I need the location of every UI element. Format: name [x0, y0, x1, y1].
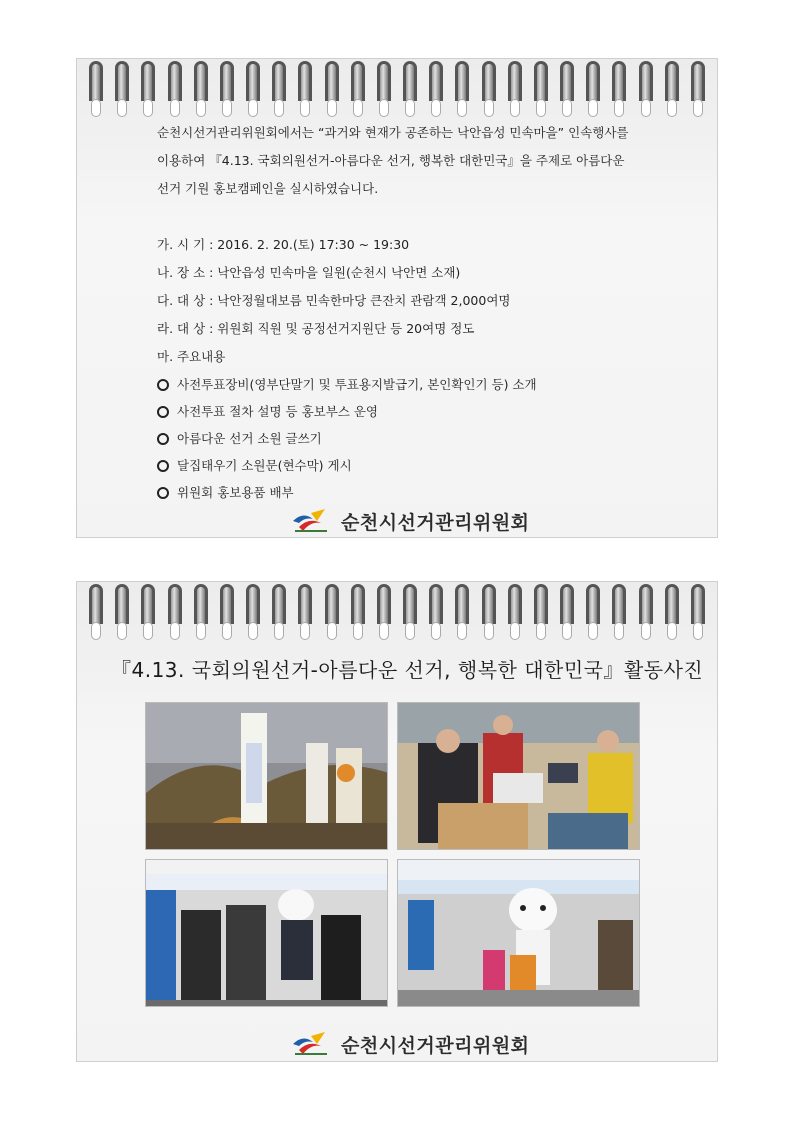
- list-item: 아름다운 선거 소원 글쓰기: [157, 425, 677, 452]
- spiral-ring-icon: [296, 584, 316, 642]
- spiral-ring-icon: [506, 61, 526, 119]
- spiral-ring-icon: [270, 61, 290, 119]
- spiral-ring-icon: [296, 61, 316, 119]
- spiral-ring-icon: [323, 61, 343, 119]
- photo-banner-trees: [145, 702, 388, 850]
- spiral-ring-icon: [401, 584, 421, 642]
- commission-name: 순천시선거관리위원회: [341, 1034, 530, 1057]
- spiral-ring-icon: [532, 61, 552, 119]
- photo-voting-booth: [397, 702, 640, 850]
- intro-line: 선거 기원 홍보캠페인을 실시하였습니다.: [157, 181, 379, 196]
- notice-text: [157, 119, 677, 506]
- spiral-ring-icon: [87, 61, 107, 119]
- commission-logo: [291, 507, 530, 535]
- detail-staff: 라. 대 상 : 위원회 직원 및 공정선거지원단 등 20여명 정도: [157, 321, 475, 336]
- spiral-ring-icon: [558, 61, 578, 119]
- photo-campaign-tent: [145, 859, 388, 1007]
- spiral-ring-icon: [637, 584, 657, 642]
- spiral-ring-icon: [375, 584, 395, 642]
- commission-logo: [291, 1030, 530, 1058]
- spiral-ring-icon: [113, 61, 133, 119]
- spiral-ring-icon: [584, 61, 604, 119]
- spiral-ring-icon: [218, 584, 238, 642]
- list-item: 사전투표 절차 설명 등 홍보부스 운영: [157, 398, 677, 425]
- spiral-ring-icon: [663, 61, 683, 119]
- detail-place: 나. 장 소 : 낙안읍성 민속마을 일원(순천시 낙안면 소재): [157, 265, 461, 280]
- detail-time: 가. 시 기 : 2016. 2. 20.(토) 17:30 ~ 19:30: [157, 237, 410, 252]
- spiral-ring-icon: [453, 584, 473, 642]
- circle-bullet-icon: [157, 487, 169, 499]
- spiral-ring-icon: [244, 61, 264, 119]
- circle-bullet-icon: [157, 433, 169, 445]
- spiral-ring-icon: [166, 61, 186, 119]
- intro-line: 이용하여 『4.13. 국회의원선거-아름다운 선거, 행복한 대한민국』을 주제로 아름다운: [157, 153, 625, 168]
- circle-bullet-icon: [157, 379, 169, 391]
- spiral-ring-icon: [663, 584, 683, 642]
- spiral-ring-icon: [689, 584, 709, 642]
- notebook-page-1: [76, 58, 718, 538]
- spiral-ring-icon: [113, 584, 133, 642]
- spiral-ring-icon: [480, 61, 500, 119]
- spiral-ring-icon: [375, 61, 395, 119]
- spiral-ring-icon: [532, 584, 552, 642]
- spiral-ring-icon: [480, 584, 500, 642]
- spiral-ring-icon: [427, 584, 447, 642]
- spiral-ring-icon: [610, 584, 630, 642]
- intro-line: 순천시선거관리위원회에서는 “과거와 현재가 공존하는 낙안읍성 민속마을” 인속행사를: [157, 125, 629, 140]
- detail-audience: 다. 대 상 : 낙안정월대보름 민속한마당 큰잔치 관람객 2,000여명: [157, 293, 511, 308]
- spiral-ring-icon: [401, 61, 421, 119]
- spiral-ring-icon: [166, 584, 186, 642]
- detail-contents: 마. 주요내용: [157, 349, 226, 364]
- spiral-ring-icon: [87, 584, 107, 642]
- spiral-ring-icon: [637, 61, 657, 119]
- spiral-ring-icon: [192, 584, 212, 642]
- list-item: 달집태우기 소원문(현수막) 게시: [157, 452, 677, 479]
- spiral-ring-icon: [192, 61, 212, 119]
- spiral-ring-icon: [139, 584, 159, 642]
- spiral-ring-icon: [506, 584, 526, 642]
- list-item: 위원회 홍보용품 배부: [157, 479, 677, 506]
- spiral-binding: [83, 61, 711, 121]
- spiral-ring-icon: [584, 584, 604, 642]
- commission-name: 순천시선거관리위원회: [341, 511, 530, 534]
- spiral-ring-icon: [323, 584, 343, 642]
- spiral-ring-icon: [139, 61, 159, 119]
- spiral-ring-icon: [689, 61, 709, 119]
- commission-emblem-icon: [291, 1030, 331, 1058]
- spiral-ring-icon: [218, 61, 238, 119]
- commission-emblem-icon: [291, 507, 331, 535]
- spiral-ring-icon: [558, 584, 578, 642]
- spiral-ring-icon: [453, 61, 473, 119]
- circle-bullet-icon: [157, 460, 169, 472]
- list-item: 사전투표장비(영부단말기 및 투표용지발급기, 본인확인기 등) 소개: [157, 371, 677, 398]
- spiral-binding: [83, 584, 711, 644]
- spiral-ring-icon: [610, 61, 630, 119]
- spiral-ring-icon: [427, 61, 447, 119]
- photo-mascot-children: [397, 859, 640, 1007]
- spiral-ring-icon: [349, 61, 369, 119]
- spiral-ring-icon: [244, 584, 264, 642]
- notebook-page-2: [76, 581, 718, 1062]
- spiral-ring-icon: [270, 584, 290, 642]
- photo-section-title: 『4.13. 국회의원선거-아름다운 선거, 행복한 대한민국』활동사진: [111, 658, 704, 682]
- spiral-ring-icon: [349, 584, 369, 642]
- circle-bullet-icon: [157, 406, 169, 418]
